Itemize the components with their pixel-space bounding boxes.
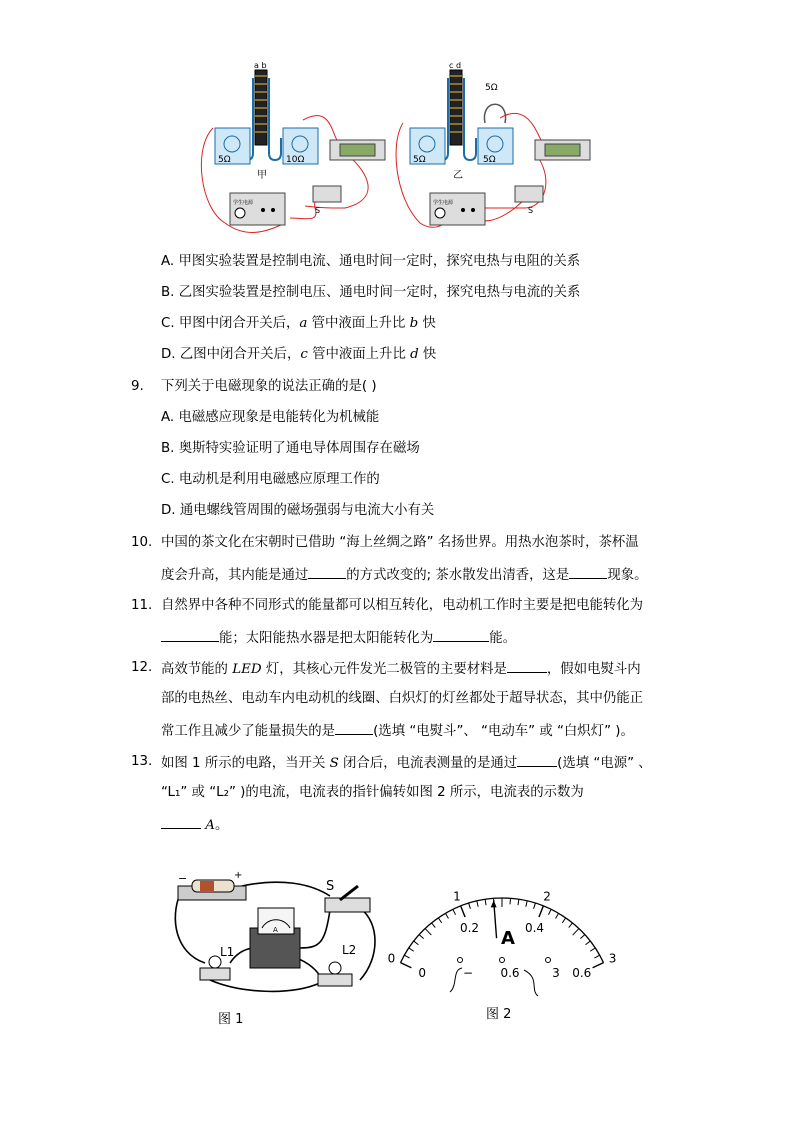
fig1-caption: 图 1: [218, 1012, 244, 1027]
svg-text:S: S: [528, 206, 534, 215]
svg-text:A: A: [273, 926, 278, 934]
q9-option-d: D. 通电螺线管周围的磁场强弱与电流大小有关: [161, 503, 435, 518]
svg-text:+: +: [234, 870, 243, 881]
svg-text:5Ω: 5Ω: [218, 155, 231, 165]
dial-tick: [562, 918, 565, 923]
svg-text:甲: 甲: [257, 170, 267, 181]
dial-tick: [526, 901, 527, 907]
terminal-label: 3: [552, 966, 560, 980]
q13-line1: 如图 1 所示的电路，当开关 S 闭合后，电流表测量的是通过 (选填 “电源” 、: [161, 753, 652, 773]
dial-tick: [586, 941, 591, 945]
dial-tick: [590, 948, 595, 951]
dial-tick: [453, 909, 456, 914]
q12-blank-1[interactable]: [507, 659, 547, 673]
dial-big-tick-label: 3: [608, 951, 617, 966]
q9-number: 9.: [131, 379, 144, 394]
svg-text:5Ω: 5Ω: [483, 155, 496, 165]
q12-line3: 常工作且减少了能量损失的是 (选填 “电熨斗”、 “电动车” 或 “白炽灯” )。: [161, 721, 634, 741]
q12-number: 12.: [131, 660, 153, 675]
q11-blank-1[interactable]: [161, 628, 219, 642]
jia-apparatus: [215, 61, 385, 225]
dial-tick: [534, 903, 536, 909]
svg-text:学生电源: 学生电源: [233, 200, 254, 206]
q12-line2: 部的电热丝、电动车内电动机的线圈、白炽灯的灯丝都处于超导状态，其中仍能正: [161, 691, 644, 706]
terminal-wire: [524, 970, 538, 996]
q13-line3: A。: [161, 815, 228, 835]
q8-option-d: D. 乙图中闭合开关后，c 管中液面上升比 d 快: [161, 347, 437, 362]
dial-small-tick-label: 0.4: [524, 921, 545, 936]
dial-tick: [573, 929, 579, 936]
terminal-post: [458, 958, 463, 963]
dial-small-tick-label: 0: [418, 965, 427, 980]
svg-text:10Ω: 10Ω: [286, 155, 305, 165]
dial-small-tick-label: 0.2: [459, 921, 480, 936]
q10-blank-1[interactable]: [308, 565, 346, 579]
ammeter-dial-figure-2: [387, 860, 630, 1000]
dial-big-tick-label: 2: [543, 889, 551, 904]
switch-s: [325, 879, 370, 912]
svg-text:S: S: [326, 879, 335, 894]
dial-unit-label: A: [501, 928, 515, 949]
dial-tick: [404, 955, 409, 958]
dial-tick: [593, 963, 604, 968]
q12-blank-2[interactable]: [335, 721, 373, 735]
dial-tick: [485, 899, 486, 905]
q13-line2: “L₁” 或 “L₂” )的电流，电流表的指针偏转如图 2 所示，电流表的示数为: [161, 785, 584, 800]
yi-apparatus: [410, 61, 590, 225]
dial-tick: [461, 906, 465, 917]
svg-text:乙: 乙: [453, 170, 463, 181]
dial-tick: [548, 909, 551, 914]
dial-tick: [594, 955, 599, 958]
dial-tick: [425, 929, 431, 936]
dial-tick: [469, 903, 471, 909]
dial-tick: [569, 923, 573, 928]
circuit-figure-1: [170, 868, 390, 998]
dial-tick: [414, 941, 419, 945]
q10-blank-2[interactable]: [569, 565, 607, 579]
q8-option-b: B. 乙图实验装置是控制电压、通电时间一定时，探究电热与电流的关系: [161, 285, 581, 300]
q8-option-a: A. 甲图实验装置是控制电流、通电时间一定时，探究电热与电阻的关系: [161, 254, 581, 269]
dial-tick: [556, 913, 559, 918]
joule-heating-figure: [195, 58, 615, 248]
q8-option-c: C. 甲图中闭合开关后，a 管中液面上升比 b 快: [161, 316, 436, 331]
dial-tick: [438, 918, 441, 923]
terminal-post: [500, 958, 505, 963]
svg-text:L1: L1: [220, 945, 235, 959]
dial-tick: [400, 963, 411, 968]
q11-blank-2[interactable]: [433, 628, 489, 642]
terminal-wire: [450, 968, 462, 992]
q9-stem: 下列关于电磁现象的说法正确的是( ): [161, 379, 377, 394]
svg-text:5Ω: 5Ω: [485, 83, 498, 93]
q11-line1: 自然界中各种不同形式的能量都可以相互转化，电动机工作时主要是把电能转化为: [161, 598, 644, 613]
svg-text:c d: c d: [449, 61, 462, 70]
q13-number: 13.: [131, 754, 153, 769]
dial-tick: [518, 899, 519, 905]
dial-tick: [432, 923, 436, 928]
q13-blank-2[interactable]: [161, 815, 201, 829]
dial-big-tick-label: 1: [453, 889, 461, 904]
q11-number: 11.: [131, 598, 153, 613]
dial-tick: [539, 906, 543, 917]
q10-number: 10.: [131, 535, 153, 550]
svg-text:L2: L2: [342, 943, 357, 957]
q12-line1: 高效节能的 LED 灯，其核心元件发光二极管的主要材料是 ，假如电熨斗内: [161, 659, 641, 679]
terminal-label: 0.6: [500, 966, 520, 980]
terminal-label: −: [462, 966, 474, 980]
q10-line1: 中国的茶文化在宋朝时已借助 “海上丝绸之路” 名扬世界。用热水泡茶时，茶杯温: [161, 535, 639, 550]
dial-pointer-head: [491, 900, 497, 907]
svg-text:S: S: [315, 206, 321, 215]
q13-blank-1[interactable]: [517, 753, 557, 767]
q9-option-a: A. 电磁感应现象是电能转化为机械能: [161, 410, 380, 425]
svg-text:5Ω: 5Ω: [413, 155, 426, 165]
svg-text:−: −: [178, 872, 188, 885]
svg-text:学生电源: 学生电源: [433, 200, 454, 206]
dial-tick: [409, 948, 414, 951]
dial-tick: [580, 935, 584, 939]
dial-tick: [477, 901, 478, 907]
terminal-post: [546, 958, 551, 963]
dial-big-tick-label: 0: [387, 951, 396, 966]
svg-text:a b: a b: [254, 61, 267, 70]
battery: [178, 870, 246, 900]
ammeter: [250, 908, 300, 968]
q11-line2: 能；太阳能热水器是把太阳能转化为 能。: [161, 628, 516, 648]
q9-option-c: C. 电动机是利用电磁感应原理工作的: [161, 472, 380, 487]
dial-tick: [445, 913, 448, 918]
q10-line2: 度会升高，其内能是通过 的方式改变的; 茶水散发出清香，这是 现象。: [161, 565, 648, 585]
dial-tick: [419, 935, 423, 939]
q9-option-b: B. 奥斯特实验证明了通电导体周围存在磁场: [161, 441, 420, 456]
fig2-caption: 图 2: [486, 1007, 512, 1022]
dial-small-tick-label: 0.6: [572, 965, 592, 980]
lamp-l2: [318, 943, 356, 986]
